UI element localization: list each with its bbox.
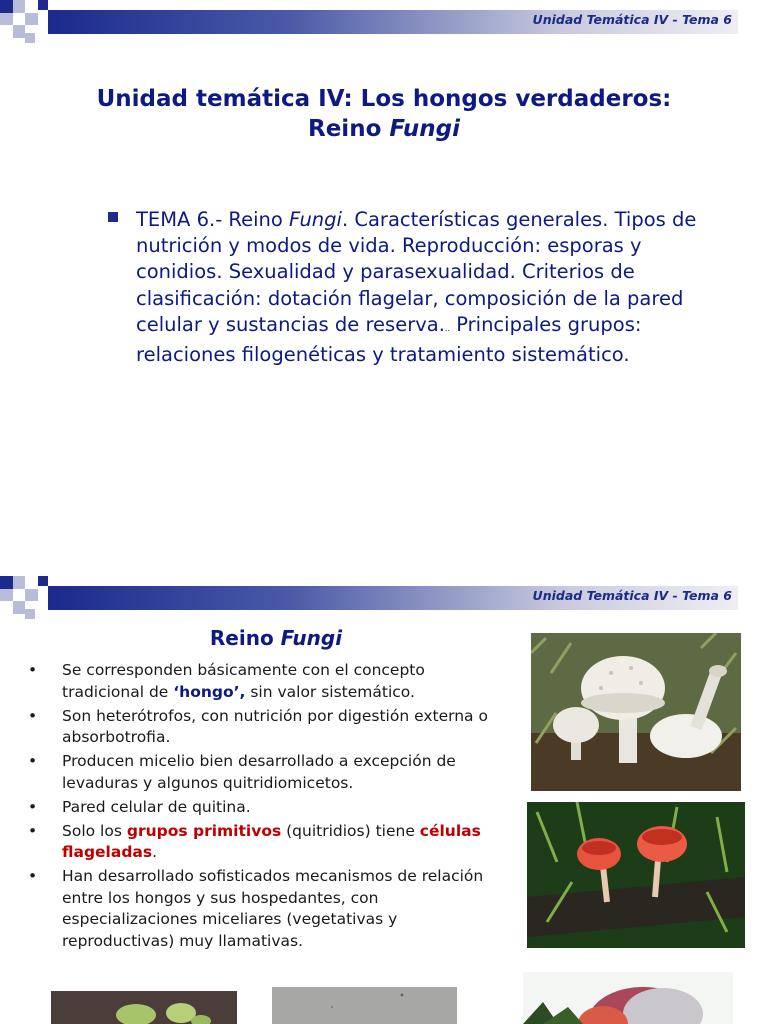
header-decor-square xyxy=(0,13,13,25)
bullet-dot: • xyxy=(28,706,38,725)
title-italic: Fungi xyxy=(280,626,343,650)
item-highlight: grupos primitivos xyxy=(126,821,282,840)
topic-text: TEMA 6.- Reino xyxy=(136,208,290,231)
header-decor-square xyxy=(25,13,38,25)
title-line-2 xyxy=(0,114,768,144)
title-line-1: Unidad temática IV: Los hongos verdaderos: xyxy=(96,86,672,112)
header-label: Unidad Temática IV - Tema 6 xyxy=(532,588,732,603)
bullet-dot: • xyxy=(28,821,38,840)
slide-title xyxy=(0,84,768,144)
bullet-dot: • xyxy=(28,867,38,885)
bullet-square xyxy=(108,212,118,222)
header-decor-square xyxy=(25,609,35,619)
topic-text: Principales grupos: relaciones filogenéticas y tratamiento sistemático. xyxy=(136,312,642,367)
header-decor-square xyxy=(38,576,48,586)
topic-description xyxy=(136,207,726,368)
item-text: sin valor sistemático. xyxy=(245,682,415,701)
bullet-dot: • xyxy=(28,661,38,679)
list-item xyxy=(0,706,510,749)
bullet-dot: • xyxy=(28,752,38,770)
topic-text: . Características generales. Tipos de nutrición y modos de vida. Reproducción: esporas y conidios. Sexualidad y parasexualidad. Criterios de clasificación: dotación flagelar, composición de la pared celular y sustancias de reserva. xyxy=(136,208,697,336)
list-item xyxy=(0,797,510,819)
list-item xyxy=(0,751,510,794)
microscopy-photo xyxy=(51,991,237,1024)
topic-italic: Fungi xyxy=(289,208,342,231)
header-decor-square xyxy=(13,601,25,614)
item-text: Son heterótrofos, con nutrición por digestión externa o absorbotrofia. xyxy=(62,706,488,746)
slide-header xyxy=(0,576,768,621)
header-label: Unidad Temática IV - Tema 6 xyxy=(532,12,732,27)
mushroom-photo xyxy=(531,633,741,791)
header-decor-square xyxy=(25,33,35,43)
bullet-list xyxy=(0,660,510,955)
item-text: Producen micelio bien desarrollado a excepción de levaduras y algunos quitridiomicetos. xyxy=(62,752,456,792)
header-decor-square xyxy=(13,25,25,38)
item-emphasis: ‘hongo’, xyxy=(173,682,246,701)
item-text: (quitridios) tiene xyxy=(281,821,420,840)
title-italic: Fungi xyxy=(389,116,460,142)
item-text: . xyxy=(152,843,158,861)
header-decor-square xyxy=(38,0,48,10)
item-text: Pared celular de quitina. xyxy=(62,797,251,816)
item-text: Han desarrollado sofisticados mecanismos de relación entre los hongos y sus hospedantes, con especializaciones miceliares (vegetativas y reproductivas) muy llamativas. xyxy=(62,867,484,950)
item-text: Solo los xyxy=(62,821,127,840)
header-decor-square xyxy=(13,0,25,13)
cup-fungus-photo xyxy=(527,802,745,948)
slide-title xyxy=(0,626,552,650)
grey-microscopy-photo xyxy=(272,987,457,1024)
header-decor-square xyxy=(25,589,38,601)
bullet-dot: • xyxy=(28,797,38,816)
item-text: Se corresponden básicamente con el concepto tradicional de xyxy=(62,661,425,701)
topic-small-dots: .. xyxy=(444,323,451,333)
header-decor-square xyxy=(0,0,13,13)
red-fungus-photo xyxy=(523,972,733,1024)
header-decor-square xyxy=(0,576,13,589)
list-item xyxy=(0,866,510,952)
slide-2 xyxy=(0,576,768,1024)
slide-header xyxy=(0,0,768,45)
title-text: Reino xyxy=(308,116,390,142)
title-text: Reino xyxy=(209,626,281,650)
item-highlight: células flageladas xyxy=(62,821,481,861)
header-decor-square xyxy=(13,576,25,589)
list-item xyxy=(0,821,510,864)
header-decor-square xyxy=(0,589,13,601)
list-item xyxy=(0,660,510,703)
